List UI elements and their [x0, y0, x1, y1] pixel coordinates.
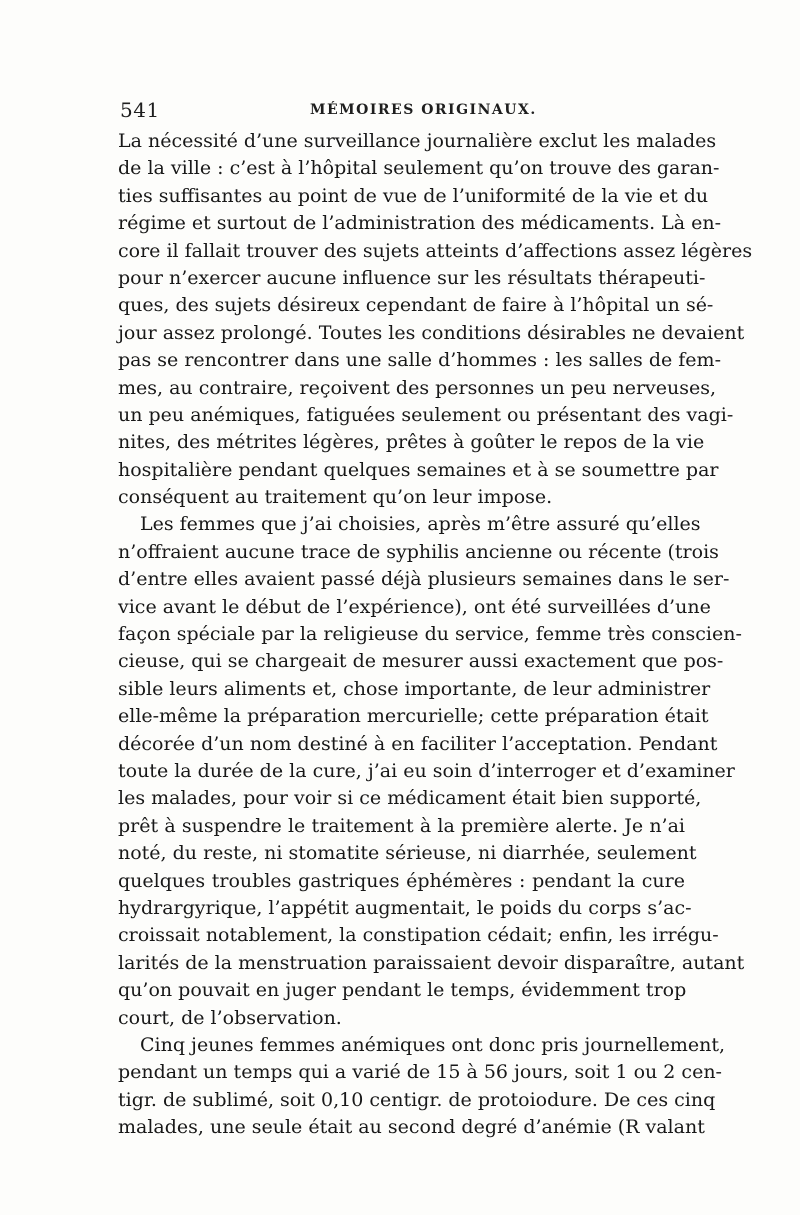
- text-line: ques, des sujets désireux cependant de faire à l’hôpital un sé-: [118, 294, 714, 317]
- text-line: qu’on pouvait en juger pendant le temps, évidemment trop: [118, 979, 687, 1002]
- text-line: croissait notablement, la constipation cédait; enfin, les irrégu-: [118, 924, 719, 947]
- text-line: cieuse, qui se chargeait de mesurer aussi exactement que pos-: [118, 650, 724, 673]
- text-line: Cinq jeunes femmes anémiques ont donc pris journellement,: [140, 1033, 726, 1056]
- body-text: [118, 128, 753, 1141]
- paragraph-3: [118, 1032, 726, 1142]
- text-line: court, de l’observation.: [118, 1006, 342, 1029]
- text-line: jour assez prolongé. Toutes les conditions désirables ne devaient: [118, 321, 745, 344]
- text-line: Les femmes que j’ai choisies, après m’être assuré qu’elles: [140, 513, 701, 536]
- text-line: façon spéciale par la religieuse du service, femme très conscien-: [118, 623, 742, 646]
- text-line: hospitalière pendant quelques semaines et à se soumettre par: [118, 458, 719, 481]
- text-line: noté, du reste, ni stomatite sérieuse, ni diarrhée, seulement: [118, 842, 697, 865]
- page-number: 541: [120, 98, 160, 122]
- paragraph-1: [118, 128, 753, 511]
- text-line: mes, au contraire, reçoivent des personnes un peu nerveuses,: [118, 376, 717, 399]
- text-line: larités de la menstruation paraissaient devoir disparaître, autant: [118, 951, 745, 974]
- text-line: pas se rencontrer dans une salle d’hommes : les salles de fem-: [118, 349, 721, 372]
- text-line: n’offraient aucune trace de syphilis ancienne ou récente (trois: [118, 540, 719, 563]
- text-line: conséquent au traitement qu’on leur impose.: [118, 486, 553, 509]
- text-line: toute la durée de la cure, j’ai eu soin d’interroger et d’examiner: [118, 759, 735, 782]
- text-line: quelques troubles gastriques éphémères : pendant la cure: [118, 869, 685, 892]
- text-line: malades, une seule était au second degré d’anémie (R valant: [118, 1116, 705, 1139]
- text-line: ties suffisantes au point de vue de l’uniformité de la vie et du: [118, 184, 709, 207]
- text-line: décorée d’un nom destiné à en faciliter l’acceptation. Pendant: [118, 732, 718, 755]
- text-line: d’entre elles avaient passé déjà plusieurs semaines dans le ser-: [118, 568, 730, 591]
- text-line: les malades, pour voir si ce médicament était bien supporté,: [118, 787, 702, 810]
- text-line: pour n’exercer aucune influence sur les résultats thérapeuti-: [118, 266, 706, 289]
- text-line: vice avant le début de l’expérience), ont été surveillées d’une: [118, 595, 711, 618]
- text-line: elle-même la préparation mercurielle; cette préparation était: [118, 705, 709, 728]
- page-header: [120, 98, 682, 122]
- text-line: La nécessité d’une surveillance journalière exclut les malades: [118, 130, 717, 152]
- text-line: nites, des métrites légères, prêtes à goûter le repos de la vie: [118, 431, 705, 454]
- running-head: MÉMOIRES ORIGINAUX.: [310, 102, 537, 118]
- text-line: prêt à suspendre le traitement à la première alerte. Je n’ai: [118, 814, 685, 837]
- text-line: core il fallait trouver des sujets atteints d’affections assez légères: [118, 239, 753, 262]
- text-line: pendant un temps qui a varié de 15 à 56 jours, soit 1 ou 2 cen-: [118, 1061, 722, 1084]
- paragraph-2: [118, 511, 745, 1031]
- text-line: tigr. de sublimé, soit 0,10 centigr. de protoiodure. De ces cinq: [118, 1088, 716, 1111]
- text-line: régime et surtout de l’administration des médicaments. Là en-: [118, 212, 722, 235]
- text-line: un peu anémiques, fatiguées seulement ou présentant des vagi-: [118, 403, 734, 426]
- text-line: de la ville : c’est à l’hôpital seulement qu’on trouve des garan-: [118, 157, 720, 180]
- text-line: hydrargyrique, l’appétit augmentait, le poids du corps s’ac-: [118, 896, 692, 919]
- text-line: sible leurs aliments et, chose importante, de leur administrer: [118, 677, 711, 700]
